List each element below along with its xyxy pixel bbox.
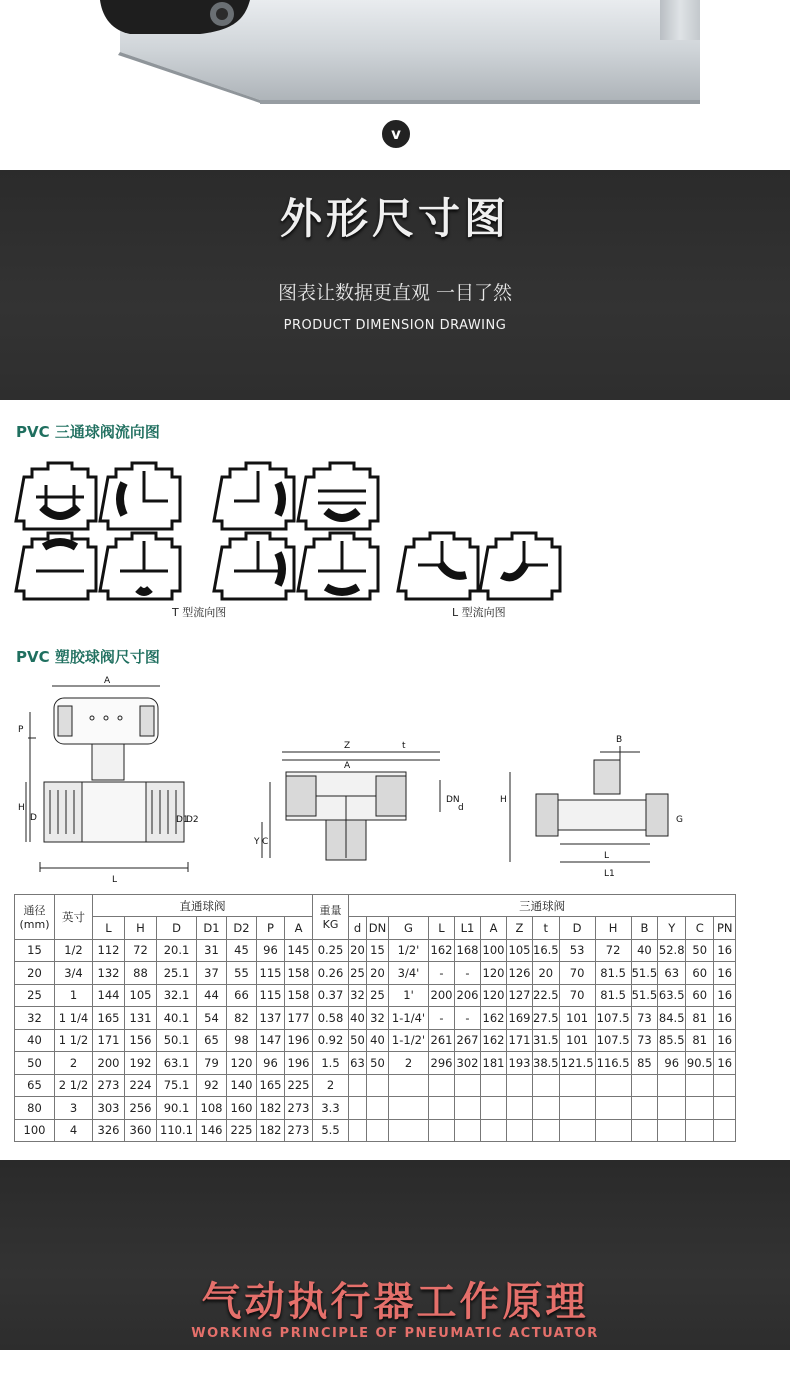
cell-straight: 160 [227, 1097, 257, 1120]
cell-three-way: 40 [349, 1007, 367, 1030]
table-row [15, 1029, 736, 1052]
cell-three-way [349, 1074, 367, 1097]
cell-three-way [481, 1119, 507, 1142]
cell-three-way: 32 [349, 984, 367, 1007]
cell-straight: 137 [257, 1007, 285, 1030]
cell-three-way: 63 [349, 1052, 367, 1075]
table-row [15, 1097, 736, 1120]
cell-three-way: 1/2' [389, 939, 429, 962]
dimension-drawings [0, 672, 790, 887]
col-header-straight: D1 [197, 917, 227, 940]
table-row [15, 1074, 736, 1097]
cell-three-way: 296 [429, 1052, 455, 1075]
cell-three-way: 20 [349, 939, 367, 962]
dim-label-y: Y [254, 837, 260, 847]
cell-straight: 96 [257, 939, 285, 962]
cell-three-way [367, 1119, 389, 1142]
cell-straight: 144 [93, 984, 125, 1007]
cell-three-way: 81 [686, 1007, 714, 1030]
cell-straight: 158 [285, 962, 313, 985]
cell-diameter: 20 [15, 962, 55, 985]
cell-three-way: 193 [507, 1052, 533, 1075]
straight-valve-drawing [26, 686, 188, 872]
cell-three-way [507, 1097, 533, 1120]
cell-straight: 55 [227, 962, 257, 985]
cell-three-way: 261 [429, 1029, 455, 1052]
cell-three-way: 171 [507, 1029, 533, 1052]
cell-straight: 225 [285, 1074, 313, 1097]
cell-inch: 2 1/2 [55, 1074, 93, 1097]
cell-straight: 105 [125, 984, 157, 1007]
cell-straight: 156 [125, 1029, 157, 1052]
cell-weight: 0.92 [313, 1029, 349, 1052]
cell-three-way: 63.5 [658, 984, 686, 1007]
t-flow-caption: T 型流向图 [172, 606, 227, 619]
cell-straight: 120 [227, 1052, 257, 1075]
cell-weight: 0.37 [313, 984, 349, 1007]
col-header-three-way: C [686, 917, 714, 940]
cell-diameter: 25 [15, 984, 55, 1007]
cell-three-way: 126 [507, 962, 533, 985]
cell-three-way: 81.5 [595, 962, 631, 985]
cell-three-way [429, 1097, 455, 1120]
cell-straight: 88 [125, 962, 157, 985]
cell-weight: 0.25 [313, 939, 349, 962]
cell-three-way [533, 1097, 560, 1120]
dimension-diagram-title: PVC 塑胶球阀尺寸图 [16, 648, 160, 666]
cell-three-way: 50 [367, 1052, 389, 1075]
col-header-three-way: t [533, 917, 560, 940]
cell-three-way: 181 [481, 1052, 507, 1075]
cell-three-way: 16 [714, 984, 736, 1007]
cell-three-way: 63 [658, 962, 686, 985]
cell-three-way [658, 1097, 686, 1120]
cell-straight: 115 [257, 984, 285, 1007]
t-flow-diagram-3 [214, 463, 294, 529]
cell-three-way [349, 1119, 367, 1142]
cell-straight: 37 [197, 962, 227, 985]
cell-three-way [658, 1119, 686, 1142]
cell-three-way: 51.5 [631, 984, 658, 1007]
cell-three-way [507, 1074, 533, 1097]
cell-three-way: 107.5 [595, 1029, 631, 1052]
cell-diameter: 15 [15, 939, 55, 962]
cell-three-way [631, 1119, 658, 1142]
cell-three-way: - [429, 1007, 455, 1030]
cell-three-way: 16 [714, 939, 736, 962]
dim-label-a2: A [344, 761, 351, 771]
cell-inch: 2 [55, 1052, 93, 1075]
cell-three-way: 116.5 [595, 1052, 631, 1075]
cell-three-way: 16 [714, 1029, 736, 1052]
cell-three-way: 16 [714, 962, 736, 985]
cell-three-way: 85.5 [658, 1029, 686, 1052]
cell-three-way [367, 1097, 389, 1120]
table-row [15, 939, 736, 962]
flow-diagram-title: PVC 三通球阀流向图 [16, 423, 160, 441]
cell-straight: 25.1 [157, 962, 197, 985]
cell-three-way: 81.5 [595, 984, 631, 1007]
header-weight: 重量 KG [313, 895, 349, 940]
cell-three-way: 40 [631, 939, 658, 962]
cell-three-way: 90.5 [686, 1052, 714, 1075]
cell-three-way: 3/4' [389, 962, 429, 985]
dim-label-a: A [104, 676, 111, 686]
cell-three-way [714, 1097, 736, 1120]
cell-three-way [533, 1119, 560, 1142]
cell-inch: 1 [55, 984, 93, 1007]
cell-three-way: 162 [429, 939, 455, 962]
cell-straight: 54 [197, 1007, 227, 1030]
cell-inch: 1 1/4 [55, 1007, 93, 1030]
cell-three-way: 1-1/2' [389, 1029, 429, 1052]
cell-three-way: 38.5 [533, 1052, 560, 1075]
dim-label-d: D [30, 813, 37, 823]
cell-straight: 20.1 [157, 939, 197, 962]
header-diameter: 通径 (mm) [15, 895, 55, 940]
col-header-three-way: PN [714, 917, 736, 940]
cell-three-way [507, 1119, 533, 1142]
cell-straight: 90.1 [157, 1097, 197, 1120]
t-flow-diagram-5 [16, 533, 96, 599]
cell-three-way [481, 1097, 507, 1120]
cell-straight: 108 [197, 1097, 227, 1120]
cell-three-way: 70 [559, 984, 595, 1007]
cell-three-way: 2 [389, 1052, 429, 1075]
cell-weight: 0.26 [313, 962, 349, 985]
cell-three-way [455, 1097, 481, 1120]
cell-straight: 65 [197, 1029, 227, 1052]
cell-diameter: 32 [15, 1007, 55, 1030]
cell-three-way: 121.5 [559, 1052, 595, 1075]
header-straight-valve: 直通球阀 [93, 895, 313, 917]
section-title: 外形尺寸图 [279, 194, 510, 243]
table-header-row [15, 895, 736, 917]
cell-straight: 326 [93, 1119, 125, 1142]
cell-straight: 273 [93, 1074, 125, 1097]
cell-three-way: 101 [559, 1007, 595, 1030]
dim-label-z: Z [344, 741, 351, 751]
cell-straight: 72 [125, 939, 157, 962]
cell-three-way [631, 1074, 658, 1097]
dim-label-l1: L1 [604, 869, 615, 879]
cell-three-way [559, 1097, 595, 1120]
dim-label-h: H [18, 803, 25, 813]
cell-three-way: 52.8 [658, 939, 686, 962]
cell-straight: 196 [285, 1052, 313, 1075]
cell-three-way: 101 [559, 1029, 595, 1052]
table-row [15, 984, 736, 1007]
cell-three-way: 73 [631, 1029, 658, 1052]
cell-straight: 182 [257, 1119, 285, 1142]
cell-straight: 45 [227, 939, 257, 962]
col-header-three-way: H [595, 917, 631, 940]
cell-inch: 1/2 [55, 939, 93, 962]
cell-straight: 140 [227, 1074, 257, 1097]
cell-three-way: 27.5 [533, 1007, 560, 1030]
col-header-straight: A [285, 917, 313, 940]
cell-three-way: 120 [481, 962, 507, 985]
cell-three-way [389, 1097, 429, 1120]
col-header-straight: D2 [227, 917, 257, 940]
cell-three-way: 16.5 [533, 939, 560, 962]
cell-diameter: 100 [15, 1119, 55, 1142]
cell-straight: 115 [257, 962, 285, 985]
cell-straight: 40.1 [157, 1007, 197, 1030]
section-english-title: PRODUCT DIMENSION DRAWING [283, 318, 507, 333]
col-header-three-way: B [631, 917, 658, 940]
table-row [15, 1119, 736, 1142]
cell-three-way [686, 1074, 714, 1097]
cell-straight: 92 [197, 1074, 227, 1097]
cell-straight: 82 [227, 1007, 257, 1030]
cell-three-way: 25 [349, 962, 367, 985]
cell-three-way: 100 [481, 939, 507, 962]
cell-three-way: 16 [714, 1052, 736, 1075]
l-flow-diagram-2 [480, 533, 560, 599]
cell-straight: 273 [285, 1097, 313, 1120]
cell-three-way: 72 [595, 939, 631, 962]
cell-three-way: 73 [631, 1007, 658, 1030]
cell-three-way [559, 1119, 595, 1142]
cell-straight: 132 [93, 962, 125, 985]
col-header-three-way: L [429, 917, 455, 940]
cell-three-way: 96 [658, 1052, 686, 1075]
dim-label-l2: L [604, 851, 610, 861]
cell-three-way: 60 [686, 984, 714, 1007]
cell-three-way [481, 1074, 507, 1097]
col-header-straight: P [257, 917, 285, 940]
cell-straight: 273 [285, 1119, 313, 1142]
cell-three-way [595, 1074, 631, 1097]
cell-three-way: 50 [349, 1029, 367, 1052]
cell-three-way: - [455, 1007, 481, 1030]
cell-three-way: 16 [714, 1007, 736, 1030]
cell-straight: 303 [93, 1097, 125, 1120]
cell-diameter: 40 [15, 1029, 55, 1052]
three-way-valve-drawing [262, 752, 440, 860]
cell-three-way: 20 [367, 962, 389, 985]
cell-three-way [686, 1119, 714, 1142]
cell-three-way: 51.5 [631, 962, 658, 985]
cell-straight: 165 [93, 1007, 125, 1030]
cell-three-way [533, 1074, 560, 1097]
cell-diameter: 50 [15, 1052, 55, 1075]
t-flow-diagram-1 [16, 463, 96, 529]
cell-straight: 158 [285, 984, 313, 1007]
cell-three-way: 206 [455, 984, 481, 1007]
cell-three-way [389, 1119, 429, 1142]
col-header-three-way: L1 [455, 917, 481, 940]
cell-three-way: 267 [455, 1029, 481, 1052]
cell-three-way: 169 [507, 1007, 533, 1030]
col-header-straight: L [93, 917, 125, 940]
cell-three-way: 81 [686, 1029, 714, 1052]
section-badge: v [380, 118, 412, 150]
cell-straight: 44 [197, 984, 227, 1007]
cell-three-way: 50 [686, 939, 714, 962]
cell-three-way: 1-1/4' [389, 1007, 429, 1030]
col-header-three-way: Y [658, 917, 686, 940]
dim-label-d-small: d [458, 803, 464, 813]
cell-straight: 79 [197, 1052, 227, 1075]
cell-straight: 66 [227, 984, 257, 1007]
cell-three-way: - [429, 962, 455, 985]
cell-three-way: 70 [559, 962, 595, 985]
dim-label-dn: DN [446, 795, 460, 805]
cell-straight: 147 [257, 1029, 285, 1052]
cell-three-way: 22.5 [533, 984, 560, 1007]
cell-three-way: 31.5 [533, 1029, 560, 1052]
col-header-three-way: A [481, 917, 507, 940]
cell-straight: 131 [125, 1007, 157, 1030]
cell-three-way: 32 [367, 1007, 389, 1030]
cell-diameter: 80 [15, 1097, 55, 1120]
t-flow-diagram-8 [298, 533, 378, 599]
col-header-three-way: DN [367, 917, 389, 940]
cell-straight: 196 [285, 1029, 313, 1052]
cell-straight: 192 [125, 1052, 157, 1075]
cell-straight: 224 [125, 1074, 157, 1097]
col-header-straight: H [125, 917, 157, 940]
cell-straight: 360 [125, 1119, 157, 1142]
cell-straight: 110.1 [157, 1119, 197, 1142]
cell-inch: 3/4 [55, 962, 93, 985]
cell-straight: 177 [285, 1007, 313, 1030]
cell-three-way [714, 1074, 736, 1097]
cell-straight: 165 [257, 1074, 285, 1097]
dim-label-t: t [402, 741, 406, 751]
cell-three-way [367, 1074, 389, 1097]
t-flow-diagram-7 [214, 533, 294, 599]
t-flow-diagram-4 [298, 463, 378, 529]
cell-straight: 63.1 [157, 1052, 197, 1075]
dim-label-d2: D2 [186, 815, 199, 825]
cell-weight: 0.58 [313, 1007, 349, 1030]
l-flow-caption: L 型流向图 [452, 606, 506, 619]
cell-three-way: 105 [507, 939, 533, 962]
section-subtitle: 图表让数据更直观 一目了然 [277, 282, 513, 304]
cell-inch: 3 [55, 1097, 93, 1120]
cell-three-way [455, 1119, 481, 1142]
dim-label-c: C [262, 837, 269, 847]
cell-three-way [595, 1119, 631, 1142]
cell-straight: 112 [93, 939, 125, 962]
cell-three-way: 60 [686, 962, 714, 985]
table-row [15, 962, 736, 985]
cell-three-way [559, 1074, 595, 1097]
col-header-three-way: d [349, 917, 367, 940]
cell-straight: 75.1 [157, 1074, 197, 1097]
t-flow-diagram-2 [100, 463, 180, 529]
cell-weight: 2 [313, 1074, 349, 1097]
cell-three-way: 53 [559, 939, 595, 962]
cell-diameter: 65 [15, 1074, 55, 1097]
cell-three-way: 127 [507, 984, 533, 1007]
cell-three-way: 25 [367, 984, 389, 1007]
cell-three-way: 200 [429, 984, 455, 1007]
cell-three-way [714, 1119, 736, 1142]
cell-inch: 1 1/2 [55, 1029, 93, 1052]
cell-three-way [349, 1097, 367, 1120]
table-column-header-row [15, 917, 736, 940]
header-three-way-valve: 三通球阀 [349, 895, 736, 917]
cell-straight: 50.1 [157, 1029, 197, 1052]
dim-label-g: G [676, 815, 683, 825]
dim-label-p: P [18, 725, 24, 735]
side-valve-drawing [510, 746, 668, 862]
spec-table [14, 894, 736, 1142]
bottom-white-strip [0, 1350, 790, 1388]
cell-three-way [389, 1074, 429, 1097]
cell-three-way [686, 1097, 714, 1120]
t-flow-diagram-6 [100, 533, 180, 599]
cell-three-way: 40 [367, 1029, 389, 1052]
col-header-three-way: G [389, 917, 429, 940]
cell-straight: 200 [93, 1052, 125, 1075]
cell-three-way: 20 [533, 962, 560, 985]
cell-three-way: 168 [455, 939, 481, 962]
dim-label-d1: D1 [176, 815, 189, 825]
cell-straight: 171 [93, 1029, 125, 1052]
cell-straight: 31 [197, 939, 227, 962]
cell-straight: 32.1 [157, 984, 197, 1007]
cell-three-way [595, 1097, 631, 1120]
dim-label-h2: H [500, 795, 507, 805]
cell-weight: 3.3 [313, 1097, 349, 1120]
col-header-three-way: D [559, 917, 595, 940]
cell-three-way: 162 [481, 1029, 507, 1052]
cell-straight: 182 [257, 1097, 285, 1120]
cell-three-way [429, 1119, 455, 1142]
header-inch: 英寸 [55, 895, 93, 940]
cell-three-way: - [455, 962, 481, 985]
cell-three-way [455, 1074, 481, 1097]
cell-three-way: 1' [389, 984, 429, 1007]
col-header-three-way: Z [507, 917, 533, 940]
cell-three-way: 120 [481, 984, 507, 1007]
dim-label-l: L [112, 875, 118, 885]
cell-straight: 98 [227, 1029, 257, 1052]
cell-three-way: 162 [481, 1007, 507, 1030]
cell-inch: 4 [55, 1119, 93, 1142]
cell-three-way [631, 1097, 658, 1120]
dim-label-b: B [616, 735, 623, 745]
cell-straight: 225 [227, 1119, 257, 1142]
cell-straight: 145 [285, 939, 313, 962]
table-row [15, 1007, 736, 1030]
cell-weight: 5.5 [313, 1119, 349, 1142]
cell-straight: 146 [197, 1119, 227, 1142]
flow-diagrams [0, 455, 790, 605]
working-principle-title: 气动执行器工作原理 [201, 1279, 589, 1325]
cell-three-way: 15 [367, 939, 389, 962]
col-header-straight: D [157, 917, 197, 940]
cell-straight: 256 [125, 1097, 157, 1120]
cell-three-way: 85 [631, 1052, 658, 1075]
cell-three-way: 84.5 [658, 1007, 686, 1030]
cell-three-way: 107.5 [595, 1007, 631, 1030]
working-principle-english: WORKING PRINCIPLE OF PNEUMATIC ACTUATOR [191, 1326, 599, 1341]
table-row [15, 1052, 736, 1075]
cell-three-way [658, 1074, 686, 1097]
cell-three-way [429, 1074, 455, 1097]
cell-weight: 1.5 [313, 1052, 349, 1075]
l-flow-diagram-1 [398, 533, 478, 599]
cell-three-way: 302 [455, 1052, 481, 1075]
cell-straight: 96 [257, 1052, 285, 1075]
